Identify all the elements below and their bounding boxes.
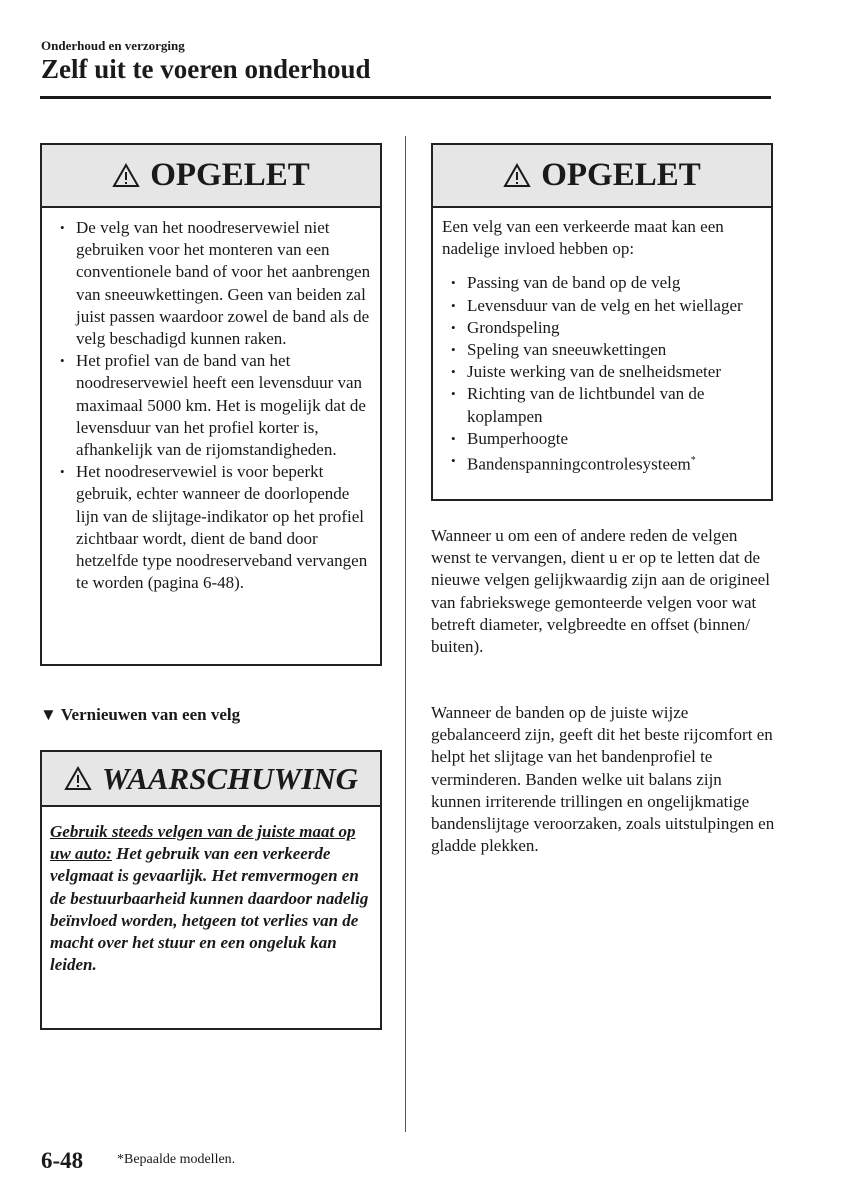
list-item: • Speling van sneeuwkettingen	[445, 339, 763, 361]
left-caution-header	[42, 145, 380, 208]
warning-heading: WAARSCHUWING	[101, 760, 359, 796]
warning-underlined-text: Gebruik steeds velgen van de juiste maat op uw auto:	[50, 822, 356, 864]
right-caution-box	[431, 143, 773, 501]
list-item: • Levensduur van de velg en het wiellager	[445, 295, 763, 317]
right-caution-list	[442, 272, 763, 475]
list-item: • Richting van de lichtbundel van de koplampen	[445, 383, 763, 427]
list-item: • Bumperhoogte	[445, 428, 763, 450]
list-item: • Het noodreservewiel is voor beperkt gebruik, echter wanneer de doorlopende lijn van de slijtage-indikator op het profiel zichtbaar wordt, dient de band door hetzelfde type noodreserveband vervangen te worden (pagina 6-48).	[54, 461, 372, 594]
body-paragraph-2: Wanneer de banden op de juiste wijze gebalanceerd zijn, geeft dit het beste rijcomfort en helpt het slijtage van het bandenprofiel te verminderen. Banden welke uit balans zijn kunnen irriterende trillingen en ongelijkmatige bandenslijtage veroorzaken, zoals uitstulpingen en gladde plekken.	[431, 703, 775, 856]
right-caution-intro: Een velg van een verkeerde maat kan een nadelige invloed hebben op:	[442, 217, 724, 259]
list-item	[445, 450, 763, 476]
subsection-title: Vernieuwen van een velg	[60, 705, 241, 724]
body-paragraph-1: Wanneer u om een of andere reden de velgen wenst te vervangen, dient u er op te letten dat de nieuwe velgen gelijkwaardig zijn aan de origineel van fabriekswege gemonteerde velgen voor wat betreft diameter, velgbreedte en offset (binnen/ buiten).	[431, 526, 770, 657]
subsection-heading	[40, 705, 240, 725]
page-title: Zelf uit te voeren onderhoud	[41, 54, 371, 84]
warning-triangle-icon	[503, 163, 531, 188]
list-item: • Passing van de band op de velg	[445, 272, 763, 294]
title-rule	[40, 96, 771, 99]
footnote-marker: *	[690, 455, 696, 467]
warning-box	[40, 750, 382, 1030]
list-item: • Juiste werking van de snelheidsmeter	[445, 361, 763, 383]
page-number: 6-48	[41, 1148, 84, 1173]
warning-header	[42, 752, 380, 807]
left-caution-box	[40, 143, 382, 666]
list-item: • Grondspeling	[445, 317, 763, 339]
right-caution-heading: OPGELET	[541, 157, 701, 193]
left-caution-heading: OPGELET	[150, 157, 310, 193]
list-item-text: Bandenspanningcontrolesysteem	[467, 454, 691, 474]
column-divider	[405, 136, 406, 1132]
warning-text: Het gebruik van een verkeerde velgmaat is gevaarlijk. Het remvermogen en de bestuurbaarheid kunnen daardoor nadelig beïnvloed worden, hetgeen tot verlies van de macht over het stuur en een ongeluk kan leiden.	[50, 844, 369, 975]
warning-triangle-icon	[112, 163, 140, 188]
footnote: *Bepaalde modellen.	[117, 1152, 236, 1167]
right-caution-header	[433, 145, 771, 208]
left-caution-list	[54, 217, 372, 594]
section-label: Onderhoud en verzorging	[41, 38, 185, 53]
triangle-down-icon: ▼	[40, 705, 57, 724]
list-item: • De velg van het noodreservewiel niet gebruiken voor het monteren van een conventionele band of voor het aanbrengen van sneeuwkettingen. Geen van beiden zal juist passen waardoor zowel de band als de velg beschadigd kunnen raken.	[54, 217, 372, 350]
list-item: • Het profiel van de band van het noodreservewiel heeft een levensduur van maximaal 5000 km. Het is mogelijk dat de levensduur van het profiel korter is, afhankelijk van de rijomstandigheden.	[54, 350, 372, 461]
warning-triangle-icon	[64, 766, 92, 791]
